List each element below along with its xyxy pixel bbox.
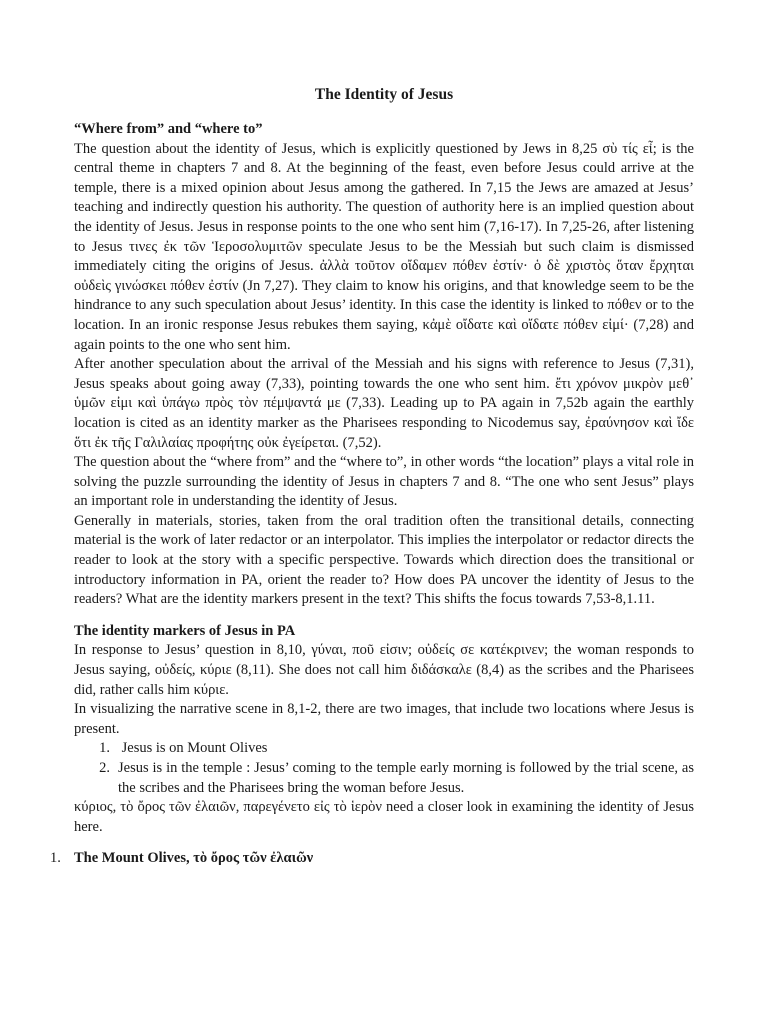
list-item-number: 2. (99, 760, 110, 776)
paragraph: The question about the “where from” and the “where to”, in other words “the location” plays a vital role in solving the puzzle surrounding the identity of Jesus in chapters 7 and 8. “The one who sent Jesus” plays an important role in understanding the identity of Jesus. (74, 454, 694, 510)
paragraph: The question about the identity of Jesus, which is explicitly questioned by Jews in 8,25 σὺ τίς εἶ; is the central theme in chapters 7 and 8. At the beginning of the feast, even before Jesus could arrive at the temple, there is a mixed opinion about Jesus among the gathered. In 7,15 the Jews are amazed at Jesus’ teaching and indirectly question his authority. The question of authority here is an implied question about the identity of Jesus. Jesus in response points to the one who sent him (7,16-17). In 7,25-26, after listening to Jesus τινες ἐκ τῶν Ἱεροσολυμιτῶν speculate Jesus to be the Messiah but such claim is dismissed immediately citing the origins of Jesus. ἀλλὰ τοῦτον οἴδαμεν πόθεν ἐστίν· ὁ δὲ χριστὸς ὅταν ἔρχηται οὐδεὶς γινώσκει πόθεν ἐστίν (Jn 7,27). They claim to know his origins, and that knowledge seem to be the hindrance to any such speculation about Jesus’ identity. In this case the identity is linked to πόθεν or to the location. In an ironic response Jesus rebukes them saying, κἀμὲ οἴδατε καὶ οἴδατε πόθεν εἰμί· (7,28) and again points to the one who sent him. (74, 140, 694, 353)
list-item-number: 1. (99, 740, 110, 757)
section-heading-identity-markers: The identity markers of Jesus in PA (74, 622, 296, 639)
page-title: The Identity of Jesus (314, 86, 454, 103)
subsection-heading-mount-olives (50, 849, 694, 869)
subsection-title: The Mount Olives, τὸ ὄρος τῶν ἐλαιῶν (74, 850, 314, 867)
list-item (74, 739, 694, 759)
list-item-text: Jesus is in the temple : Jesus’ coming to the temple early morning is followed by the trial scene, as the scribes and the Pharisees bring the woman before Jesus. (118, 760, 694, 796)
document-page (50, 84, 694, 869)
section-heading-where-from: “Where from” and “where to” (74, 121, 263, 137)
numbered-list (74, 739, 694, 798)
paragraph: κύριος, τὸ ὄρος τῶν ἐλαιῶν, παρεγένετο εἰς τὸ ἱερὸν need a closer look in examining the identity of Jesus here. (74, 799, 694, 835)
list-item-text: Jesus is on Mount Olives (118, 740, 268, 757)
paragraph: Generally in materials, stories, taken from the oral tradition often the transitional details, connecting material is the work of later redactor or an interpolator. This implies the interpolator or redactor directs the reader to look at the story with a specific perspective. Towards which direction does the transitional or introductory information in PA, orient the reader to? How does PA uncover the identity of Jesus to the readers? What are the identity markers present in the text? This shifts the focus towards 7,53-8,1.11. (74, 512, 694, 608)
list-item (74, 759, 694, 798)
paragraph: In response to Jesus’ question in 8,10, γύναι, ποῦ εἰσιν; οὐδείς σε κατέκρινεν; the woman responds to Jesus saying, οὐδείς, κύριε (8,11). She does not call him διδάσκαλε (8,4) as the scribes and the Pharisees did, rather calls him κύριε. (74, 642, 694, 698)
paragraph: In visualizing the narrative scene in 8,1-2, there are two images, that include two locations where Jesus is present. (74, 701, 694, 737)
paragraph: After another speculation about the arrival of the Messiah and his signs with reference to Jesus (7,31), Jesus speaks about going away (7,33), pointing towards the one who sent him. ἔτι χρόνον μικρὸν μεθ᾽ ὑμῶν εἰμι καὶ ὑπάγω πρὸς τὸν πέμψαντά με (7,33). Leading up to PA again in 7,52b again the earthly location is cited as an identity marker as the Pharisees responding to Nicodemus say, ἐραύνησον καὶ ἴδε ὅτι ἐκ τῆς Γαλιλαίας προφήτης οὐκ ἐγείρεται. (7,52). (74, 356, 694, 451)
subsection-number: 1. (50, 850, 61, 867)
